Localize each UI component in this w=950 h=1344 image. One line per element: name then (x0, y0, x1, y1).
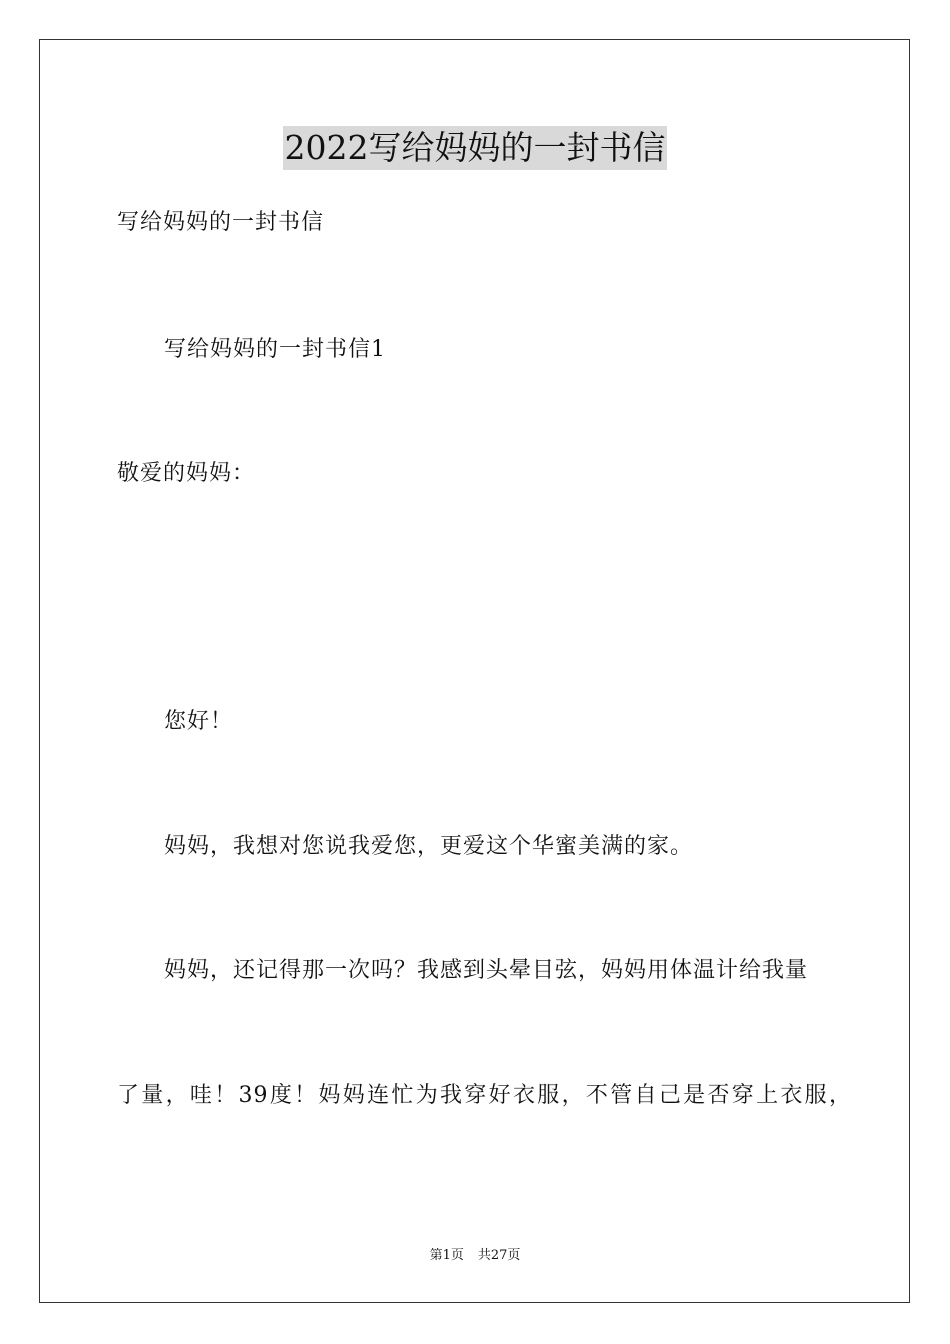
footer-page-current: 第1页 (429, 1248, 464, 1263)
text-line-paragraph-2-cont: 了量，哇！39度！妈妈连忙为我穿好衣服，不管自己是否穿上衣服， (117, 1083, 852, 1108)
text-line-paragraph-1: 妈妈，我想对您说我爱您，更爱这个华蜜美满的家。 (164, 834, 694, 859)
page-footer (0, 1247, 950, 1265)
footer-page-total: 共27页 (477, 1248, 521, 1263)
text-line-paragraph-2-start: 妈妈，还记得那一次吗？我感到头晕目弦，妈妈用体温计给我量 (164, 958, 809, 983)
text-line-section-heading: 写给妈妈的一封书信1 (164, 337, 386, 362)
text-line-salutation: 敬爱的妈妈： (117, 461, 256, 486)
text-line-greeting: 您好！ (164, 709, 234, 734)
document-title-text: 2022写给妈妈的一封书信 (283, 126, 668, 170)
text-line-subtitle: 写给妈妈的一封书信 (117, 210, 325, 235)
document-title (0, 126, 950, 170)
